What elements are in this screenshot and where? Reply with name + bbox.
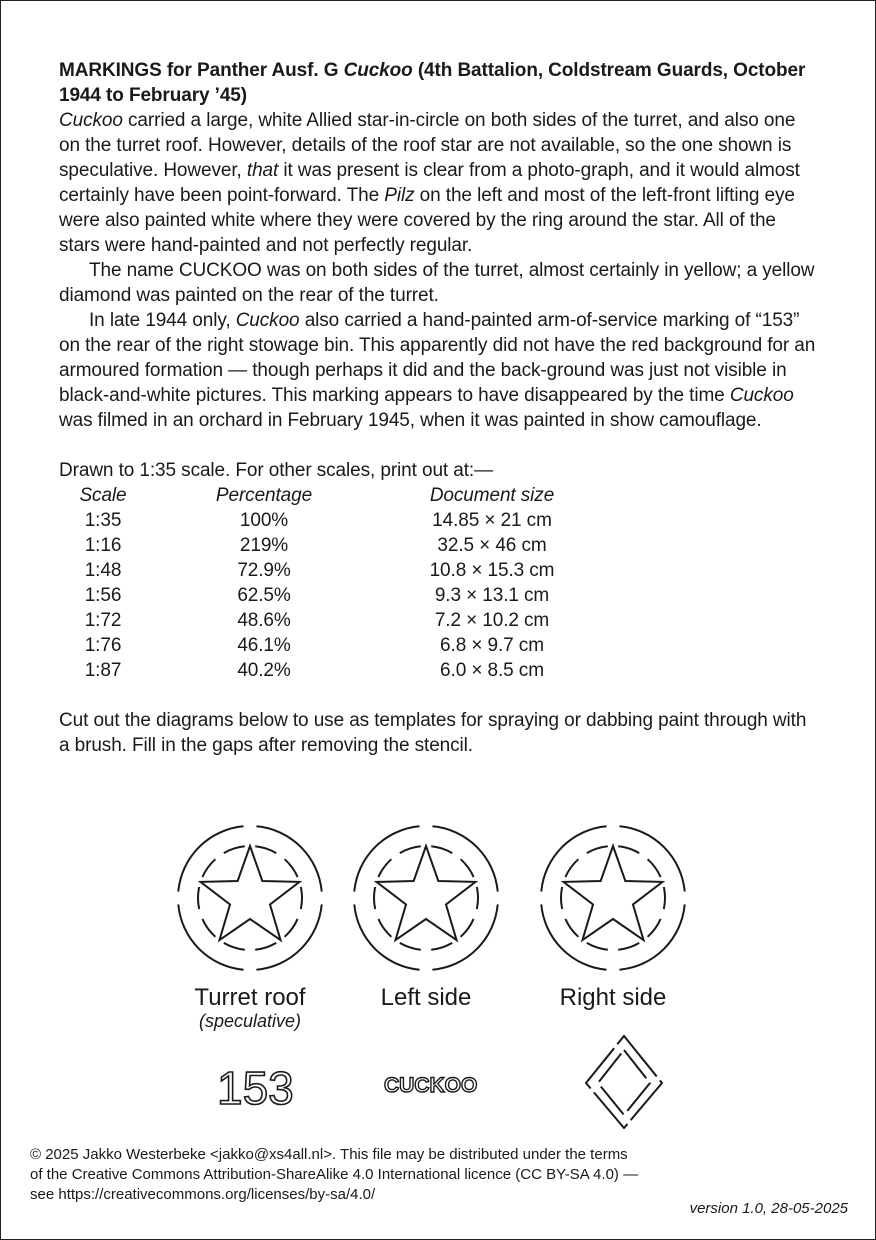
p1-e: Pilz: [384, 185, 415, 206]
inner-ring-segment: [431, 846, 452, 853]
inner-ring-segment: [461, 859, 474, 877]
inner-ring-segment: [587, 943, 608, 950]
scale-table-header: [59, 483, 603, 508]
scale-table-row: [59, 558, 603, 583]
p1-f: on the left and most of the left-front lifting eye were also painted white where they were covered by the ring around the star. All of the stars were hand-painted and not perfectly regular.: [59, 185, 795, 256]
scale-table: [59, 483, 603, 683]
title-tank-name: Cuckoo: [343, 60, 413, 81]
p1-a: Cuckoo: [59, 110, 123, 131]
header-document-size: Document size: [429, 485, 555, 506]
header-percentage: Percentage: [215, 485, 313, 506]
outer-ring-segment: [432, 904, 497, 969]
document-size-cell: 6.0 × 8.5 cm: [440, 660, 544, 681]
inner-ring-segment: [224, 846, 245, 853]
inner-ring-segment: [618, 943, 639, 950]
star-in-circle-icon: [533, 818, 693, 978]
inner-ring-segment: [202, 919, 215, 937]
star-in-circle-icon: [346, 818, 506, 978]
star-stencil-left-side: [346, 818, 506, 1011]
inner-ring-segment: [378, 859, 391, 877]
inner-ring-segment: [285, 859, 298, 877]
document-size-cell: 14.85 × 21 cm: [432, 510, 552, 531]
percentage-cell: 48.6%: [237, 610, 291, 631]
inner-ring-segment: [587, 846, 608, 853]
inner-ring-segment: [648, 919, 661, 937]
footer-line-2: of the Creative Commons Attribution-ShareAlike 4.0 International licence (CC BY-SA 4.0) —: [30, 1166, 639, 1183]
p3-c: also carried a hand-painted arm-of-service marking of “153” on the rear of the right stowage bin. This apparently did not have the red background for an armoured formation — though perhaps it did and the back-ground was just not visible in black-and-white pictures. This marking appears to have disappeared by the time: [59, 310, 816, 406]
document-size-cell: 7.2 × 10.2 cm: [434, 610, 550, 631]
outer-ring-segment: [256, 904, 321, 969]
star-label: Turret roof: [194, 984, 306, 1011]
p3-a: In late 1944 only,: [89, 310, 236, 331]
percentage-cell: 46.1%: [237, 635, 291, 656]
inner-ring-segment: [378, 919, 391, 937]
scale-cell: 1:35: [84, 510, 122, 531]
scale-table-row: [59, 508, 603, 533]
outer-ring-segment: [354, 904, 419, 969]
inner-ring-segment: [461, 919, 474, 937]
document-size-cell: 10.8 × 15.3 cm: [429, 560, 555, 581]
star-sublabel: (speculative): [198, 1011, 302, 1031]
percentage-cell: 219%: [239, 535, 289, 556]
outer-ring-segment: [178, 904, 243, 969]
inner-ring-segment: [198, 887, 199, 909]
scale-table-row: [59, 633, 603, 658]
p3-d: Cuckoo: [729, 385, 794, 406]
scale-intro: Drawn to 1:35 scale. For other scales, print out at:—: [59, 460, 494, 481]
scale-cell: 1:87: [84, 660, 122, 681]
star-label: Right side: [559, 984, 667, 1011]
footer-line-1: © 2025 Jakko Westerbeke <jakko@xs4all.nl>. This file may be distributed under the terms: [30, 1146, 628, 1163]
scale-table-row: [59, 583, 603, 608]
p3-e: was filmed in an orchard in February 1945, when it was painted in show camouflage.: [59, 410, 762, 431]
p1-d: it was present is clear from a photo-graph, and it would almost certainly have been point-forward. The: [59, 160, 800, 206]
inner-ring-segment: [285, 919, 298, 937]
star-label: Left side: [380, 984, 472, 1011]
percentage-cell: 40.2%: [237, 660, 291, 681]
star-stencil-right-side: [533, 818, 693, 1011]
cuckoo-name-stencil: [382, 1070, 492, 1100]
number-153-stencil: [215, 1060, 294, 1114]
scale-cell: 1:72: [84, 610, 122, 631]
percentage-cell: 72.9%: [237, 560, 291, 581]
inner-ring-segment: [664, 887, 665, 909]
cuckoo-name-text: CUCKOO: [384, 1074, 478, 1097]
cut-instructions: Cut out the diagrams below to use as templates for spraying or dabbing paint through with a brush. Fill in the gaps after removing the stencil.: [59, 710, 807, 756]
paragraph-1: [59, 108, 819, 258]
inner-ring-segment: [618, 846, 639, 853]
inner-ring-segment: [400, 846, 421, 853]
star-stencils: [170, 818, 680, 1038]
inner-ring-segment: [565, 859, 578, 877]
percentage-cell: 100%: [239, 510, 289, 531]
diamond-icon: [582, 1033, 666, 1130]
scale-cell: 1:16: [84, 535, 122, 556]
inner-ring-segment: [224, 943, 245, 950]
document-title: [59, 58, 819, 108]
title-prefix: MARKINGS for Panther Ausf. G: [59, 60, 344, 81]
scale-cell: 1:76: [84, 635, 122, 656]
p1-b: carried a large, white Allied star-in-circle on both sides of the turret, and also one on the turret roof. However, details of the roof star are not available, so the one shown is speculative. However,: [59, 110, 796, 181]
outer-ring-segment: [619, 904, 684, 969]
inner-ring-segment: [561, 887, 562, 909]
scale-table-row: [59, 658, 603, 683]
inner-ring-segment: [374, 887, 375, 909]
number-153-text: 153: [217, 1062, 294, 1114]
document-body: [59, 58, 819, 758]
footer-line-3: see https://creativecommons.org/licenses/by-sa/4.0/: [30, 1186, 376, 1203]
inner-ring-segment: [255, 846, 276, 853]
scale-table-body: [59, 508, 603, 683]
p3-b: Cuckoo: [235, 310, 300, 331]
inner-ring-segment: [431, 943, 452, 950]
inner-ring-segment: [202, 859, 215, 877]
document-size-cell: 9.3 × 13.1 cm: [434, 585, 550, 606]
inner-ring-segment: [400, 943, 421, 950]
document-size-cell: 32.5 × 46 cm: [437, 535, 547, 556]
scale-cell: 1:56: [84, 585, 122, 606]
percentage-cell: 62.5%: [237, 585, 291, 606]
p1-c: that: [246, 160, 279, 181]
scale-table-row: [59, 533, 603, 558]
inner-ring-segment: [648, 859, 661, 877]
inner-ring-segment: [565, 919, 578, 937]
footer-licence: [30, 1145, 638, 1205]
paragraph-2: The name CUCKOO was on both sides of the turret, almost certainly in yellow; a yellow diamond was painted on the rear of the turret.: [59, 260, 815, 306]
version-label: version 1.0, 28-05-2025: [689, 1200, 848, 1217]
paragraph-3: [59, 308, 819, 433]
star-stencil-turret-roof: [170, 818, 330, 1031]
title-suffix: (4th Battalion, Coldstream Guards, October 1944 to February ’45): [59, 60, 806, 106]
inner-ring-segment: [477, 887, 478, 909]
outer-ring-segment: [541, 904, 606, 969]
document-size-cell: 6.8 × 9.7 cm: [440, 635, 544, 656]
scale-table-row: [59, 608, 603, 633]
scale-cell: 1:48: [84, 560, 122, 581]
inner-ring-segment: [301, 887, 302, 909]
other-stencils: [200, 1030, 680, 1130]
header-scale: Scale: [79, 485, 127, 506]
inner-ring-segment: [255, 943, 276, 950]
star-in-circle-icon: [170, 818, 330, 978]
